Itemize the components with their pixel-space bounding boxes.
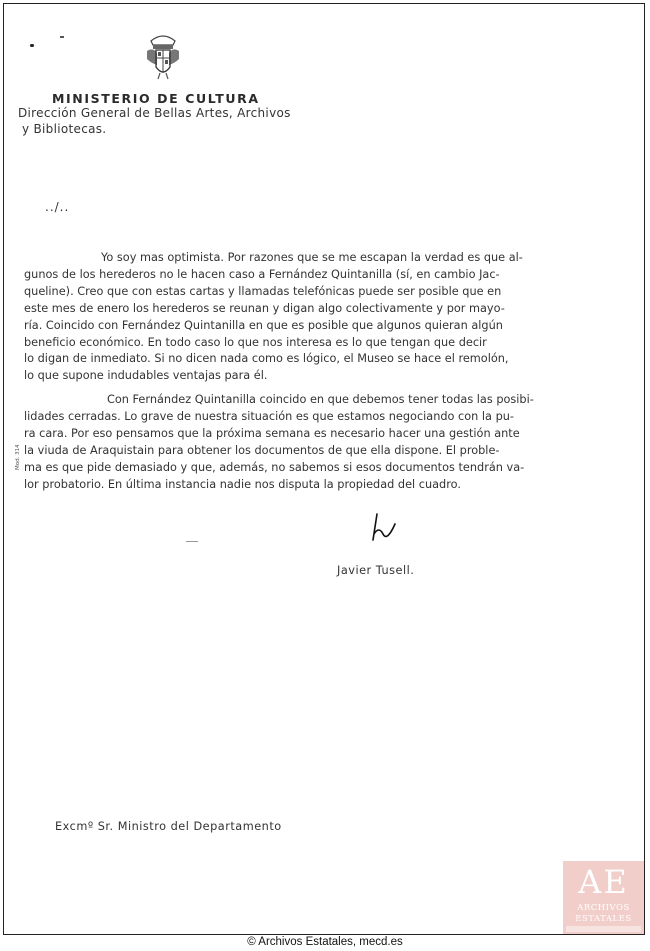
- paragraph-line: lor probatorio. En última instancia nadie nos disputa la propiedad del cuadro.: [24, 477, 461, 491]
- divider-dash: [186, 541, 198, 542]
- logo-letters: AE: [578, 863, 629, 901]
- paragraph-line: Yo soy mas optimista. Por razones que se me escapan la verdad es que al-: [101, 251, 523, 264]
- paragraph-line: beneficio económico. En todo caso lo que nos interesa es lo que tengan que decir: [24, 335, 487, 349]
- coat-of-arms-icon: [145, 33, 181, 81]
- paragraph-line: lidades cerradas. Lo grave de nuestra situación es que estamos negociando con la pu-: [24, 409, 514, 423]
- logo-line-1: ARCHIVOS: [577, 903, 630, 913]
- handwritten-signature: [365, 512, 399, 546]
- paragraph-line: Con Fernández Quintanilla coincido en que debemos tener todas las posibi-: [107, 393, 534, 406]
- ministry-heading: MINISTERIO DE CULTURA: [52, 91, 260, 106]
- copyright-footer: © Archivos Estatales, mecd.es: [247, 936, 403, 948]
- paragraph-line: ra cara. Por eso pensamos que la próxima semana es necesario hacer una gestión ante: [24, 426, 520, 440]
- recipient-line: Excmº Sr. Ministro del Departamento: [55, 820, 282, 833]
- paragraph-line: gunos de los herederos no le hacen caso a Fernández Quintanilla (sí, en cambio Jac-: [24, 267, 500, 281]
- logo-ministry-strip: [566, 926, 641, 932]
- ink-mark-small: [60, 36, 64, 38]
- directorate-line-1: Dirección General de Bellas Artes, Archivos: [18, 106, 291, 120]
- continuation-mark: ../..: [45, 200, 70, 214]
- body-paragraph-2: [24, 392, 621, 493]
- form-code: Mod. 314: [15, 444, 21, 470]
- signer-name: Javier Tusell.: [337, 564, 415, 577]
- body-paragraph-1: [24, 250, 621, 385]
- logo-line-2: ESTATALES: [575, 914, 632, 924]
- paragraph-line: la viuda de Araquistain para obtener los documentos de que ella dispone. El proble-: [24, 443, 500, 457]
- ink-mark: [30, 44, 34, 47]
- paragraph-line: lo que supone indudables ventajas para él.: [24, 369, 268, 383]
- directorate-line-2: y Bibliotecas.: [22, 122, 107, 136]
- paragraph-line: ría. Coincido con Fernández Quintanilla en que es posible que algunos quieran algún: [24, 318, 503, 332]
- paragraph-line: este mes de enero los herederos se reunan y digan algo colectivamente y por mayo-: [24, 301, 505, 315]
- archive-logo: [563, 861, 644, 934]
- paragraph-line: queline). Creo que con estas cartas y llamadas telefónicas puede ser posible que en: [24, 284, 502, 298]
- paragraph-line: lo digan de inmediato. Si no dicen nada como es lógico, el Museo se hace el remolón,: [24, 352, 509, 366]
- paragraph-line: ma es que pide demasiado y que, además, no sabemos si esos documentos tendrán va-: [24, 460, 525, 474]
